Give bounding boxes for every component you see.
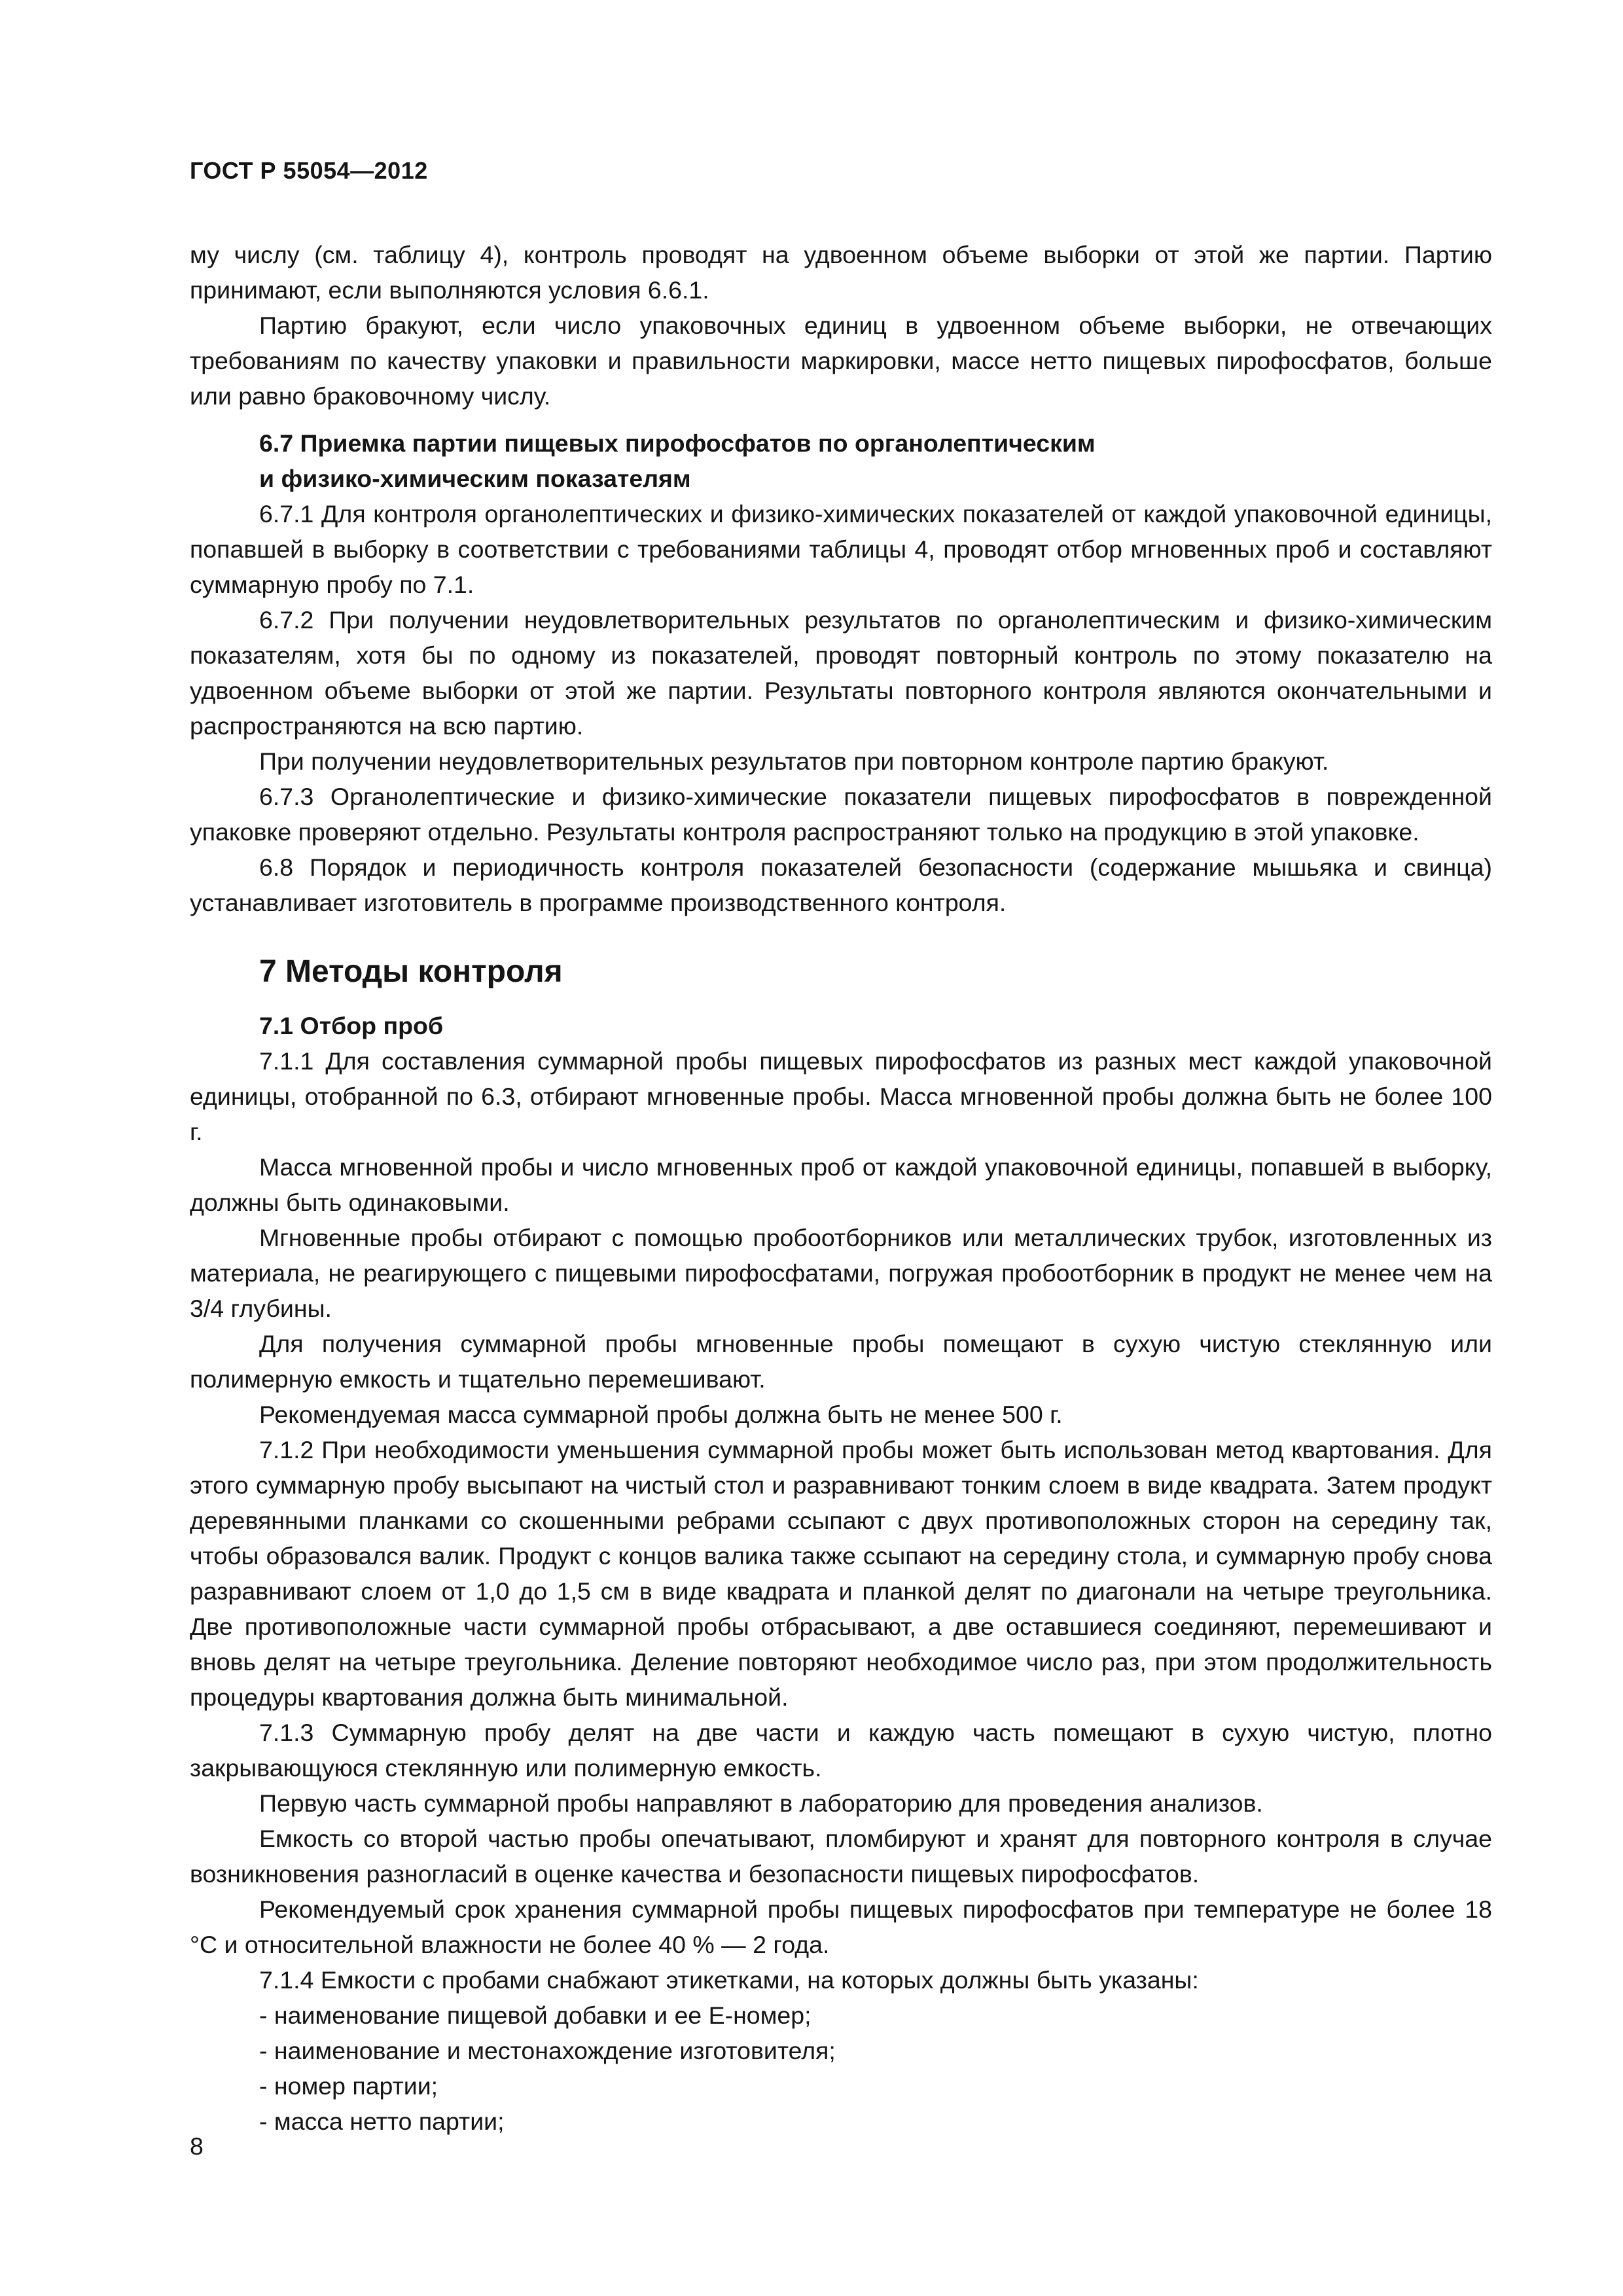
paragraph-7-1-1-samplers: Мгновенные пробы отбирают с помощью пробоотборников или металлических трубок, изготовленных из материала, не реагирующего с пищевыми пирофосфатами, погружая пробоотборник в продукт не менее чем на 3/4 глубины. (190, 1224, 1492, 1322)
list-item: - наименование пищевой добавки и ее Е-номер; (259, 2001, 812, 2029)
paragraph-continuation: му числу (см. таблицу 4), контроль проводят на удвоенном объеме выборки от этой же партии. Партию принимают, если выполняются условия 6.6.1. (190, 241, 1492, 304)
paragraph-7-1-1-recommended-mass: Рекомендуемая масса суммарной пробы должна быть не менее 500 г. (259, 1401, 1063, 1428)
document-body (190, 237, 1492, 2139)
paragraph-6-8: 6.8 Порядок и периодичность контроля показателей безопасности (содержание мышьяка и свинца) устанавливает изготовитель в программе производственного контроля. (190, 853, 1492, 916)
paragraph-7-1-1: 7.1.1 Для составления суммарной пробы пищевых пирофосфатов из разных мест каждой упаковочной единицы, отобранной по 6.3, отбирают мгновенные пробы. Масса мгновенной пробы должна быть не более 100 г. (190, 1047, 1492, 1145)
list-item: - масса нетто партии; (259, 2108, 505, 2135)
paragraph-7-1-1-mixing: Для получения суммарной пробы мгновенные пробы помещают в сухую чистую стеклянную или полимерную емкость и тщательно перемешивают. (190, 1330, 1492, 1393)
heading-6-7 (190, 425, 1492, 496)
paragraph-7-1-4: 7.1.4 Емкости с пробами снабжают этикетками, на которых должны быть указаны: (259, 1966, 1199, 1994)
paragraph-7-1-1-mass: Масса мгновенной пробы и число мгновенных проб от каждой упаковочной единицы, попавшей в выборку, должны быть одинаковыми. (190, 1153, 1492, 1216)
paragraph-7-1-3-lab: Первую часть суммарной пробы направляют в лабораторию для проведения анализов. (259, 1789, 1263, 1817)
heading-6-7-line-2: и физико-химическим показателям (259, 465, 691, 492)
list-item: - наименование и местонахождение изготовителя; (259, 2037, 836, 2064)
page-number: 8 (190, 2132, 204, 2160)
paragraph-6-7-2-repeat: При получении неудовлетворительных результатов при повторном контроле партию бракуют. (259, 747, 1329, 775)
paragraph-7-1-3: 7.1.3 Суммарную пробу делят на две части и каждую часть помещают в сухую чистую, плотно закрывающуюся стеклянную или полимерную емкость. (190, 1719, 1492, 1782)
paragraph-6-7-2: 6.7.2 При получении неудовлетворительных результатов по органолептическим и физико-химическим показателям, хотя бы по одному из показателей, проводят повторный контроль по этому показателю на удвоенном объеме выборки от этой же партии. Результаты повторного контроля являются окончательными и распространяются на всю партию. (190, 606, 1492, 740)
subsection-7-1-title: 7.1 Отбор проб (259, 1012, 444, 1039)
list-item: - номер партии; (259, 2072, 438, 2100)
section-7-title: 7 Методы контроля (259, 954, 563, 989)
paragraph-batch-rejection: Партию бракуют, если число упаковочных единиц в удвоенном объеме выборки, не отвечающих требованиям по качеству упаковки и правильности маркировки, массе нетто пищевых пирофосфатов, больше или равно браковочному числу. (190, 312, 1492, 410)
document-header: ГОСТ Р 55054—2012 (190, 157, 428, 184)
paragraph-6-7-1: 6.7.1 Для контроля органолептических и физико-химических показателей от каждой упаковочной единицы, попавшей в выборку в соответствии с требованиями таблицы 4, проводят отбор мгновенных проб и составляют суммарную пробу по 7.1. (190, 500, 1492, 598)
heading-6-7-line-1: 6.7 Приемка партии пищевых пирофосфатов по органолептическим (259, 429, 1096, 457)
paragraph-7-1-3-shelf-life: Рекомендуемый срок хранения суммарной пробы пищевых пирофосфатов при температуре не более 18 °С и относительной влажности не более 40 % — 2 года. (190, 1895, 1492, 1958)
paragraph-7-1-3-storage: Емкость со второй частью пробы опечатывают, пломбируют и хранят для повторного контроля в случае возникновения разногласий в оценке качества и безопасности пищевых пирофосфатов. (190, 1825, 1492, 1888)
paragraph-7-1-2: 7.1.2 При необходимости уменьшения суммарной пробы может быть использован метод квартования. Для этого суммарную пробу высыпают на чистый стол и разравнивают тонким слоем в виде квадрата. Затем продукт деревянными планками со скошенными ребрами ссыпают с двух противоположных сторон на середину так, чтобы образовался валик. Продукт с концов валика также ссыпают на середину стола, и суммарную пробу снова разравнивают слоем от 1,0 до 1,5 см в виде квадрата и планкой делят по диагонали на четыре треугольника. Две противоположные части суммарной пробы отбрасывают, а две оставшиеся соединяют, перемешивают и вновь делят на четыре треугольника. Деление повторяют необходимое число раз, при этом продолжительность процедуры квартования должна быть минимальной. (190, 1436, 1492, 1711)
paragraph-6-7-3: 6.7.3 Органолептические и физико-химические показатели пищевых пирофосфатов в поврежденной упаковке проверяют отдельно. Результаты контроля распространяют только на продукцию в этой упаковке. (190, 783, 1492, 846)
label-requirements-list (190, 1998, 1492, 2139)
